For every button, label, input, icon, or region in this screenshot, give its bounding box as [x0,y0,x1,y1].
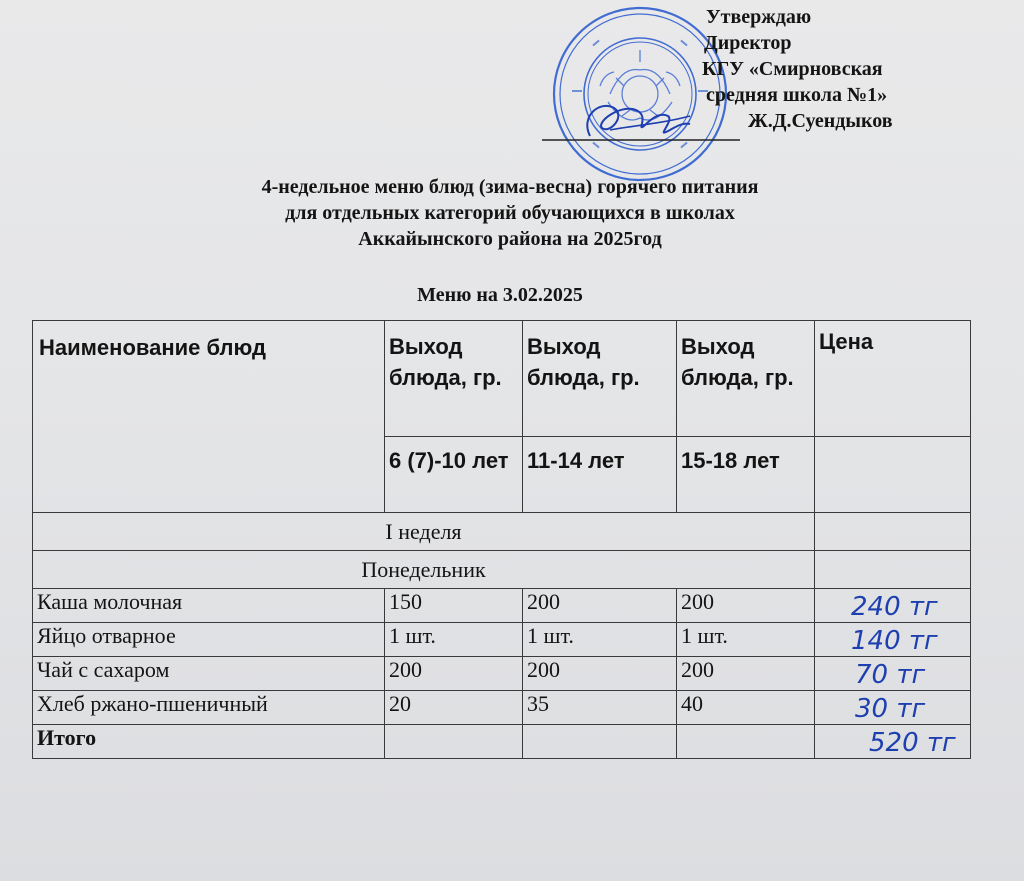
total-empty-1 [385,725,523,759]
price-cell [815,623,971,657]
yield-2: 200 [523,657,677,691]
header-price: Цена [815,321,971,437]
total-row [33,725,971,759]
yield-2: 1 шт. [523,623,677,657]
table-row [33,589,971,623]
menu-table [32,320,971,759]
approval-line-3: КГУ «Смирновская [702,58,883,80]
approval-line-2: Директор [704,32,792,54]
menu-date: Меню на 3.02.2025 [417,284,583,306]
yield-3: 1 шт. [677,623,815,657]
table-row [33,691,971,725]
day-price-empty [815,551,971,589]
price-cell [815,589,971,623]
approval-line-4: средняя школа №1» [706,84,888,106]
title-line-3: Аккайынского района на 2025год [358,228,662,250]
title-line-1: 4-недельное меню блюд (зима-весна) горячего питания [261,176,759,198]
header-dish-name: Наименование блюд [33,321,385,513]
handwritten-total [845,727,965,757]
price-cell [815,691,971,725]
yield-1: 200 [385,657,523,691]
handwritten-price [845,659,965,689]
yield-3: 200 [677,589,815,623]
price-text: 30 тг [855,694,926,723]
yield-2: 35 [523,691,677,725]
approval-block [700,4,1020,134]
dish-name: Каша молочная [33,589,385,623]
handwritten-price [845,625,965,655]
header-yield-1: Выход блюда, гр. [385,321,523,437]
signature [540,86,740,156]
table-row [33,657,971,691]
price-text: 240 тг [851,592,938,621]
total-price-text: 520 тг [869,728,956,757]
age-group-2: 11-14 лет [523,437,677,513]
dish-name: Яйцо отварное [33,623,385,657]
yield-1: 150 [385,589,523,623]
yield-2: 200 [523,589,677,623]
dish-name: Чай с сахаром [33,657,385,691]
day-label: Понедельник [33,551,815,589]
approval-signatory: Ж.Д.Суендыков [748,110,893,132]
dish-name: Хлеб ржано-пшеничный [33,691,385,725]
yield-1: 20 [385,691,523,725]
total-price-cell [815,725,971,759]
age-group-3: 15-18 лет [677,437,815,513]
age-price-empty [815,437,971,513]
price-cell [815,657,971,691]
yield-1: 1 шт. [385,623,523,657]
week-price-empty [815,513,971,551]
price-text: 70 тг [855,660,926,689]
age-group-1: 6 (7)-10 лет [385,437,523,513]
yield-3: 200 [677,657,815,691]
header-yield-2: Выход блюда, гр. [523,321,677,437]
week-label: I неделя [33,513,815,551]
total-label: Итого [33,725,385,759]
total-empty-3 [677,725,815,759]
table-row [33,623,971,657]
yield-3: 40 [677,691,815,725]
total-empty-2 [523,725,677,759]
document-title [160,174,860,252]
handwritten-price [845,591,965,621]
handwritten-price [845,693,965,723]
header-yield-3: Выход блюда, гр. [677,321,815,437]
approval-line-1: Утверждаю [706,6,812,28]
price-text: 140 тг [851,626,938,655]
title-line-2: для отдельных категорий обучающихся в школах [285,202,735,224]
